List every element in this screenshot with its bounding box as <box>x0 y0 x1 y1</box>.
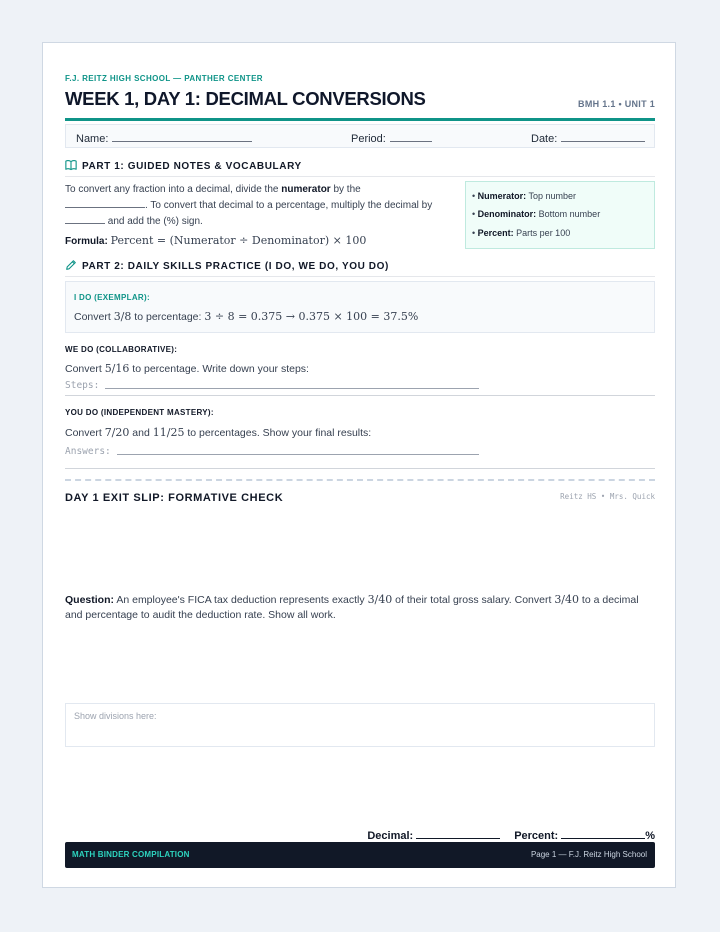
date-field[interactable]: Date: <box>531 131 645 145</box>
pencil-icon <box>65 259 77 271</box>
teacher-credit: Reitz HS • Mrs. Quick <box>560 492 655 501</box>
vocab-item: • Percent: Parts per 100 <box>472 228 571 238</box>
final-answers: Decimal: Percent: % <box>367 830 655 842</box>
percent-answer-blank[interactable] <box>561 828 645 839</box>
page-footer <box>65 842 655 868</box>
period-field[interactable]: Period: <box>351 131 432 145</box>
guided-notes-text: To convert any fraction into a decimal, divide the numerator by the . To convert that decimal to a percentage, multiply the decimal by and add the (%) sign. <box>65 184 433 227</box>
steps-extra-line[interactable] <box>65 395 655 396</box>
i-do-text: Convert 3/8 to percentage: 3 ÷ 8 = 0.375 → 0.375 × 100 = 37.5% <box>74 310 419 323</box>
you-do-text: Convert 7/20 and 11/25 to percentages. Show your final results: <box>65 426 372 439</box>
exit-question: Question: An employee's FICA tax deduction represents exactly 3/40 of their total gross salary. Convert 3/40 to a decimal and percentage to audit the deduction rate. Show all work. <box>65 593 639 621</box>
answers-label: Answers: <box>65 446 111 457</box>
i-do-label: I DO (EXEMPLAR): <box>74 293 150 302</box>
vocab-item: • Numerator: Top number <box>472 191 577 201</box>
steps-label: Steps: <box>65 380 100 391</box>
work-box[interactable] <box>65 703 655 747</box>
answers-extra-line[interactable] <box>65 468 655 469</box>
school-name: F.J. REITZ HIGH SCHOOL — PANTHER CENTER <box>65 74 263 83</box>
header-rule <box>65 118 655 121</box>
part1-heading: PART 1: GUIDED NOTES & VOCABULARY <box>65 159 655 172</box>
book-open-icon <box>65 159 77 171</box>
we-do-text: Convert 5/16 to percentage. Write down your steps: <box>65 362 309 375</box>
you-do-label: YOU DO (INDEPENDENT MASTERY): <box>65 408 214 417</box>
vocab-box <box>465 181 655 249</box>
hundred-blank[interactable] <box>65 213 105 224</box>
i-do-box <box>65 281 655 333</box>
part2-heading: PART 2: DAILY SKILLS PRACTICE (I DO, WE DO, YOU DO) <box>65 259 655 272</box>
vocab-item: • Denominator: Bottom number <box>472 209 601 219</box>
worksheet-page <box>42 42 676 888</box>
footer-right: Page 1 — F.J. Reitz High School <box>530 850 647 859</box>
name-field[interactable]: Name: <box>76 131 252 145</box>
student-info-bar <box>65 124 655 148</box>
exit-slip-heading: DAY 1 EXIT SLIP: FORMATIVE CHECK <box>65 492 284 504</box>
formula-line: Formula: Percent = (Numerator ÷ Denominator) × 100 <box>65 234 367 247</box>
footer-left: MATH BINDER COMPILATION <box>72 850 190 859</box>
decimal-answer-blank[interactable] <box>416 828 500 839</box>
page-title: WEEK 1, DAY 1: DECIMAL CONVERSIONS <box>65 88 426 109</box>
work-placeholder: Show divisions here: <box>74 711 157 721</box>
steps-line[interactable] <box>105 388 479 389</box>
unit-label: BMH 1.1 • UNIT 1 <box>578 99 655 109</box>
cut-line <box>65 479 655 481</box>
denominator-blank[interactable] <box>65 197 145 208</box>
we-do-label: WE DO (COLLABORATIVE): <box>65 345 178 354</box>
answers-line[interactable] <box>117 454 479 455</box>
